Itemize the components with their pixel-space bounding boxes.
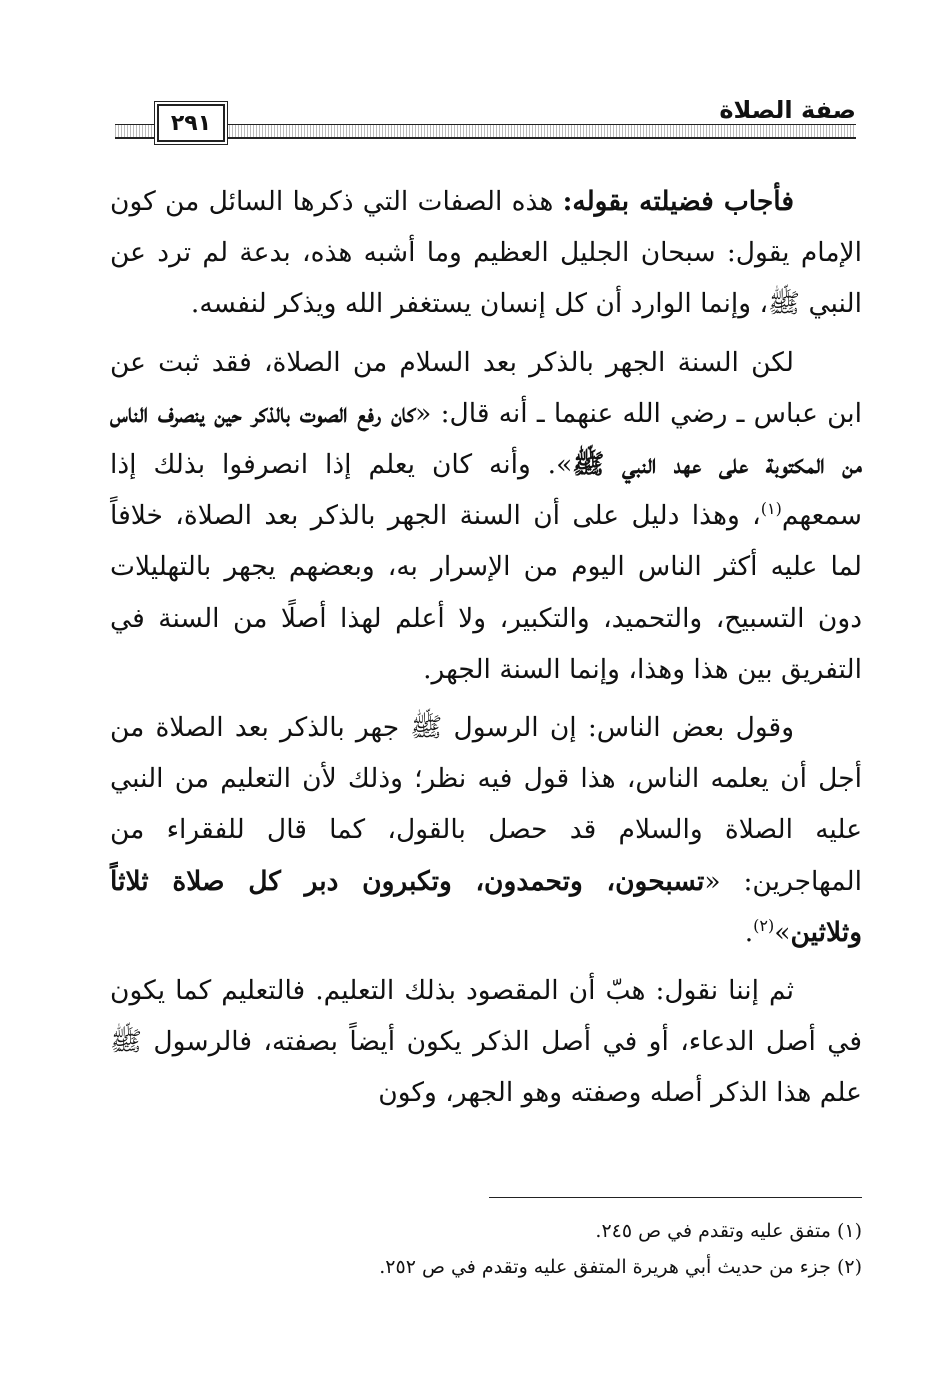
paragraph-text: ، وهذا دليل على أن السنة الجهر بالذكر بعد الصلاة، خلافاً لما عليه أكثر الناس اليوم من الإسرار به، وبعضهم يجهر بالتهليلات دون التسبيح، والتحميد، والتكبير، ولا أعلم لهذا أصلًا من السنة في التفريق بين هذا وهذا، وإنما السنة الجهر. (110, 500, 862, 685)
footnote-ref: (١) (760, 499, 782, 519)
paragraph-sunnah-jahr (110, 337, 862, 695)
paragraph-text: هذه الصفات التي ذكرها السائل من كون الإمام يقول: سبحان الجليل العظيم وما أشبه هذه، بدعة لم ترد عن النبي ﷺ، وإنما الوارد أن كل إنسان يستغفر الله ويذكر لنفسه. (110, 186, 862, 320)
footnote-1: (١) متفق عليه وتقدم في ص ٢٤٥. (595, 1220, 862, 1242)
hadith-quote: تسبحون، وتحمدون، وتكبرون دبر كل صلاة ثلاثاً وثلاثين (110, 865, 862, 948)
page-number: ٢٩١ (157, 104, 225, 142)
bold-lead: فأجاب فضيلته بقوله: (562, 186, 794, 217)
paragraph-text: » (774, 916, 791, 948)
paragraph-ta-lim (110, 702, 862, 958)
paragraph-text: لكن السنة الجهر بالذكر بعد السلام من الصلاة، فقد ثبت عن ابن عباس ـ رضي الله عنهما ـ أنه قال: « (110, 346, 862, 429)
body-text (110, 176, 862, 1119)
running-title: صفة الصلاة (709, 96, 856, 124)
footnote-divider (489, 1197, 862, 1198)
hadith-quote: كان رفع الصوت بالذكر حين ينصرف الناس من المكتوبة على عهد النبي ﷺ (110, 397, 863, 481)
paragraph-conclusion (110, 965, 862, 1119)
footnotes (300, 1213, 862, 1285)
footnote-ref: (٢) (753, 916, 775, 936)
page-header (115, 98, 856, 144)
paragraph-text: ». وأنه كان يعلم إذا انصرفوا بذلك إذا سمعهم (110, 449, 862, 532)
paragraph-text: ثم إننا نقول: هبّ أن المقصود بذلك التعليم. فالتعليم كما يكون في أصل الدعاء، أو في أصل الذكر يكون أيضاً بصفته، فالرسول ﷺ علم هذا الذكر أصله وصفته وهو الجهر، وكون (110, 975, 862, 1109)
header-rule (115, 124, 856, 139)
footnote-2: (٢) جزء من حديث أبي هريرة المتفق عليه وتقدم في ص ٢٥٢. (379, 1256, 862, 1278)
paragraph-answer (110, 176, 862, 330)
paragraph-text: . (744, 916, 754, 948)
paragraph-text: وقول بعض الناس: إن الرسول ﷺ جهر بالذكر بعد الصلاة من أجل أن يعلمه الناس، هذا قول فيه نظر؛ وذلك لأن التعليم من النبي عليه الصلاة والسلام قد حصل بالقول، كما قال للفقراء من المهاجرين: « (110, 712, 862, 897)
